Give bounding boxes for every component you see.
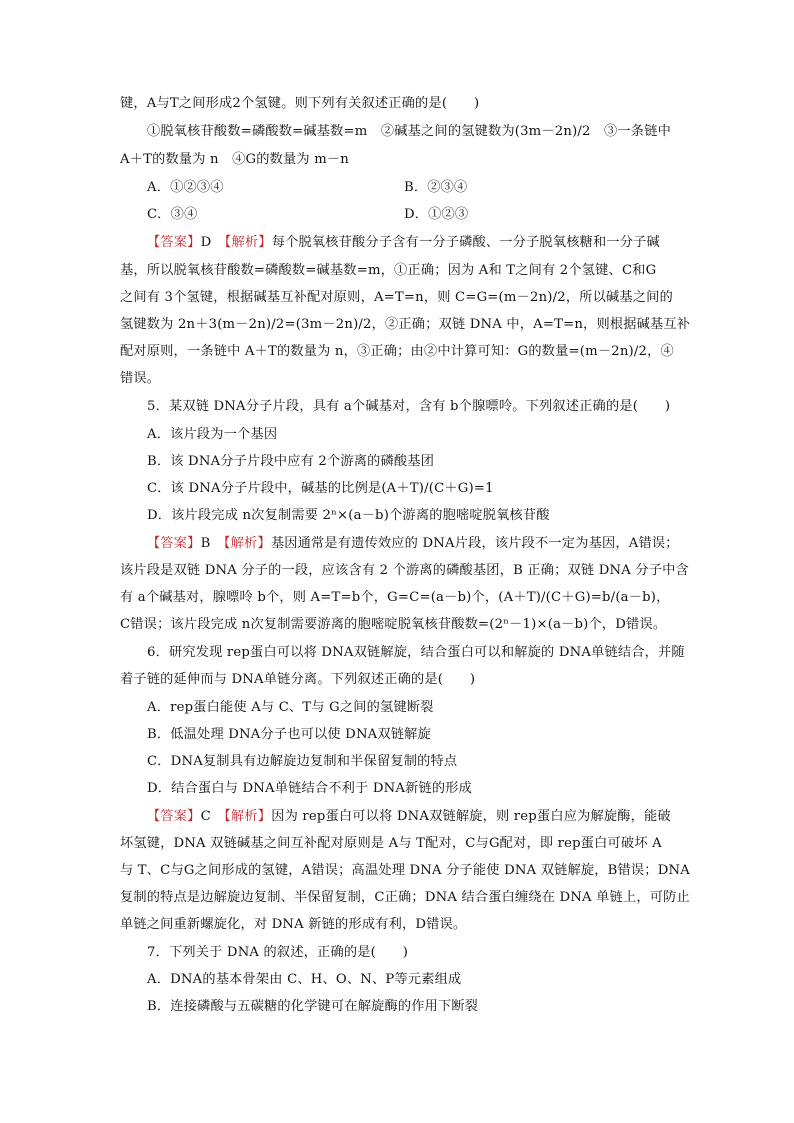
q4-items-line1: ①脱氧核苷酸数=磷酸数=碱基数=m ②碱基之间的氢键数为(3m－2n)/2 ③一条链中 bbox=[147, 124, 671, 139]
q6-answer-line bbox=[147, 808, 671, 826]
q4-items-line2: A＋T的数量为 n ④G的数量为 m－n bbox=[120, 152, 349, 167]
q7-option-b: B．连接磷酸与五碳糖的化学键可在解旋酶的作用下断裂 bbox=[147, 999, 479, 1014]
q6-analysis-line: 单链之间重新螺旋化，对 DNA 新链的形成有利，D错误。 bbox=[120, 917, 467, 932]
analysis-tag: 【解析】 bbox=[224, 235, 272, 250]
q5-option-a: A．该片段为一个基因 bbox=[147, 427, 278, 442]
q4-analysis-line: 配对原则，一条链中 A＋T的数量为 n，③正确；由②中计算可知：G的数量=(m－2n)/2，④ bbox=[120, 344, 674, 359]
q6-answer: C bbox=[200, 809, 211, 824]
q4-option-a: A．①②③④ bbox=[147, 180, 224, 195]
q5-option-d: D．该片段完成 n次复制需要 2ⁿ×(a－b)个游离的胞嘧啶脱氧核苷酸 bbox=[147, 508, 550, 523]
q6-option-a: A．rep蛋白能使 A与 C、T与 G之间的氢键断裂 bbox=[147, 700, 434, 715]
answer-tag: 【答案】 bbox=[147, 536, 201, 551]
q4-analysis-line: 每个脱氧核苷酸分子含有一分子磷酸、一分子脱氧核糖和一分子碱 bbox=[271, 235, 660, 250]
q4-option-d: D．①②③ bbox=[404, 207, 469, 222]
q4-option-b: B．②③④ bbox=[404, 180, 468, 195]
q6-analysis-line: 因为 rep蛋白可以将 DNA双链解旋，则 rep蛋白应为解旋酶，能破 bbox=[271, 809, 671, 824]
q4-analysis-line: 错误。 bbox=[120, 371, 161, 386]
q7-option-a: A．DNA的基本骨架由 C、H、O、N、P等元素组成 bbox=[147, 972, 462, 987]
q5-stem: 5．某双链 DNA分子片段，具有 a个碱基对，含有 b个腺嘌呤。下列叙述正确的是( ) bbox=[147, 399, 671, 414]
q4-analysis-line: 氢键数为 2n＋3(m－2n)/2=(3m－2n)/2，②正确；双链 DNA 中，A=T=n，则根据碱基互补 bbox=[120, 317, 691, 332]
q6-option-d: D．结合蛋白与 DNA单链结合不利于 DNA新链的形成 bbox=[147, 781, 473, 796]
q5-analysis-line: 有 a个碱基对，腺嘌呤 b个，则 A=T=b个，G=C=(a－b)个，(A＋T)/(C＋G)=b/(a－b)， bbox=[120, 590, 670, 605]
q6-stem: 6．研究发现 rep蛋白可以将 DNA双链解旋，结合蛋白可以和解旋的 DNA单链结合，并随 bbox=[147, 645, 685, 660]
q5-analysis-line: 基因通常是有遗传效应的 DNA片段，该片段不一定为基因，A错误； bbox=[270, 536, 679, 551]
q4-answer: D bbox=[200, 235, 212, 250]
q6-stem: 着子链的延伸而与 DNA单链分离。下列叙述正确的是( ) bbox=[120, 672, 476, 687]
q6-analysis-line: 复制的特点是边解旋边复制、半保留复制，C正确；DNA 结合蛋白缠绕在 DNA 单链上，可防止 bbox=[120, 890, 690, 905]
q5-analysis-line: C错误；该片段完成 n次复制需要游离的胞嘧啶脱氧核苷酸数=(2ⁿ－1)×(a－b)个，D错误。 bbox=[120, 617, 667, 632]
q7-stem: 7．下列关于 DNA 的叙述，正确的是( ) bbox=[147, 945, 409, 960]
q4-analysis-line: 之间有 3个氢键，根据碱基互补配对原则，A=T=n，则 C=G=(m－2n)/2，所以碱基之间的 bbox=[120, 290, 673, 305]
answer-tag: 【答案】 bbox=[147, 809, 201, 824]
q5-option-b: B．该 DNA分子片段中应有 2个游离的磷酸基团 bbox=[147, 454, 435, 469]
q6-option-b: B．低温处理 DNA分子也可以使 DNA双链解旋 bbox=[147, 727, 431, 742]
q4-option-c: C．③④ bbox=[147, 207, 198, 222]
q4-stem: 键，A与T之间形成2个氢键。则下列有关叙述正确的是( ) bbox=[120, 96, 480, 111]
q6-option-c: C．DNA复制具有边解旋边复制和半保留复制的特点 bbox=[147, 754, 458, 769]
q4-answer-line bbox=[147, 234, 660, 252]
q6-analysis-line: 坏氢键，DNA 双链碱基之间互补配对原则是 A与 T配对，C与G配对，即 rep蛋白可破坏 A bbox=[120, 836, 662, 851]
answer-tag: 【答案】 bbox=[147, 235, 201, 250]
q5-answer-line bbox=[147, 535, 679, 553]
analysis-tag: 【解析】 bbox=[224, 809, 272, 824]
analysis-tag: 【解析】 bbox=[223, 536, 271, 551]
q5-answer: B bbox=[200, 536, 211, 551]
q5-option-c: C．该 DNA分子片段中，碱基的比例是(A＋T)/(C＋G)=1 bbox=[147, 481, 494, 496]
q4-analysis-line: 基，所以脱氧核苷酸数=磷酸数=碱基数=m，①正确；因为 A和 T之间有 2个氢键、C和G bbox=[120, 263, 657, 278]
q5-analysis-line: 该片段是双链 DNA 分子的一段，应该含有 2 个游离的磷酸基团，B 正确；双链 DNA 分子中含 bbox=[120, 563, 689, 578]
q6-analysis-line: 与 T、C与G之间形成的氢键，A错误；高温处理 DNA 分子能使 DNA 双链解旋，B错误；DNA bbox=[120, 863, 690, 878]
